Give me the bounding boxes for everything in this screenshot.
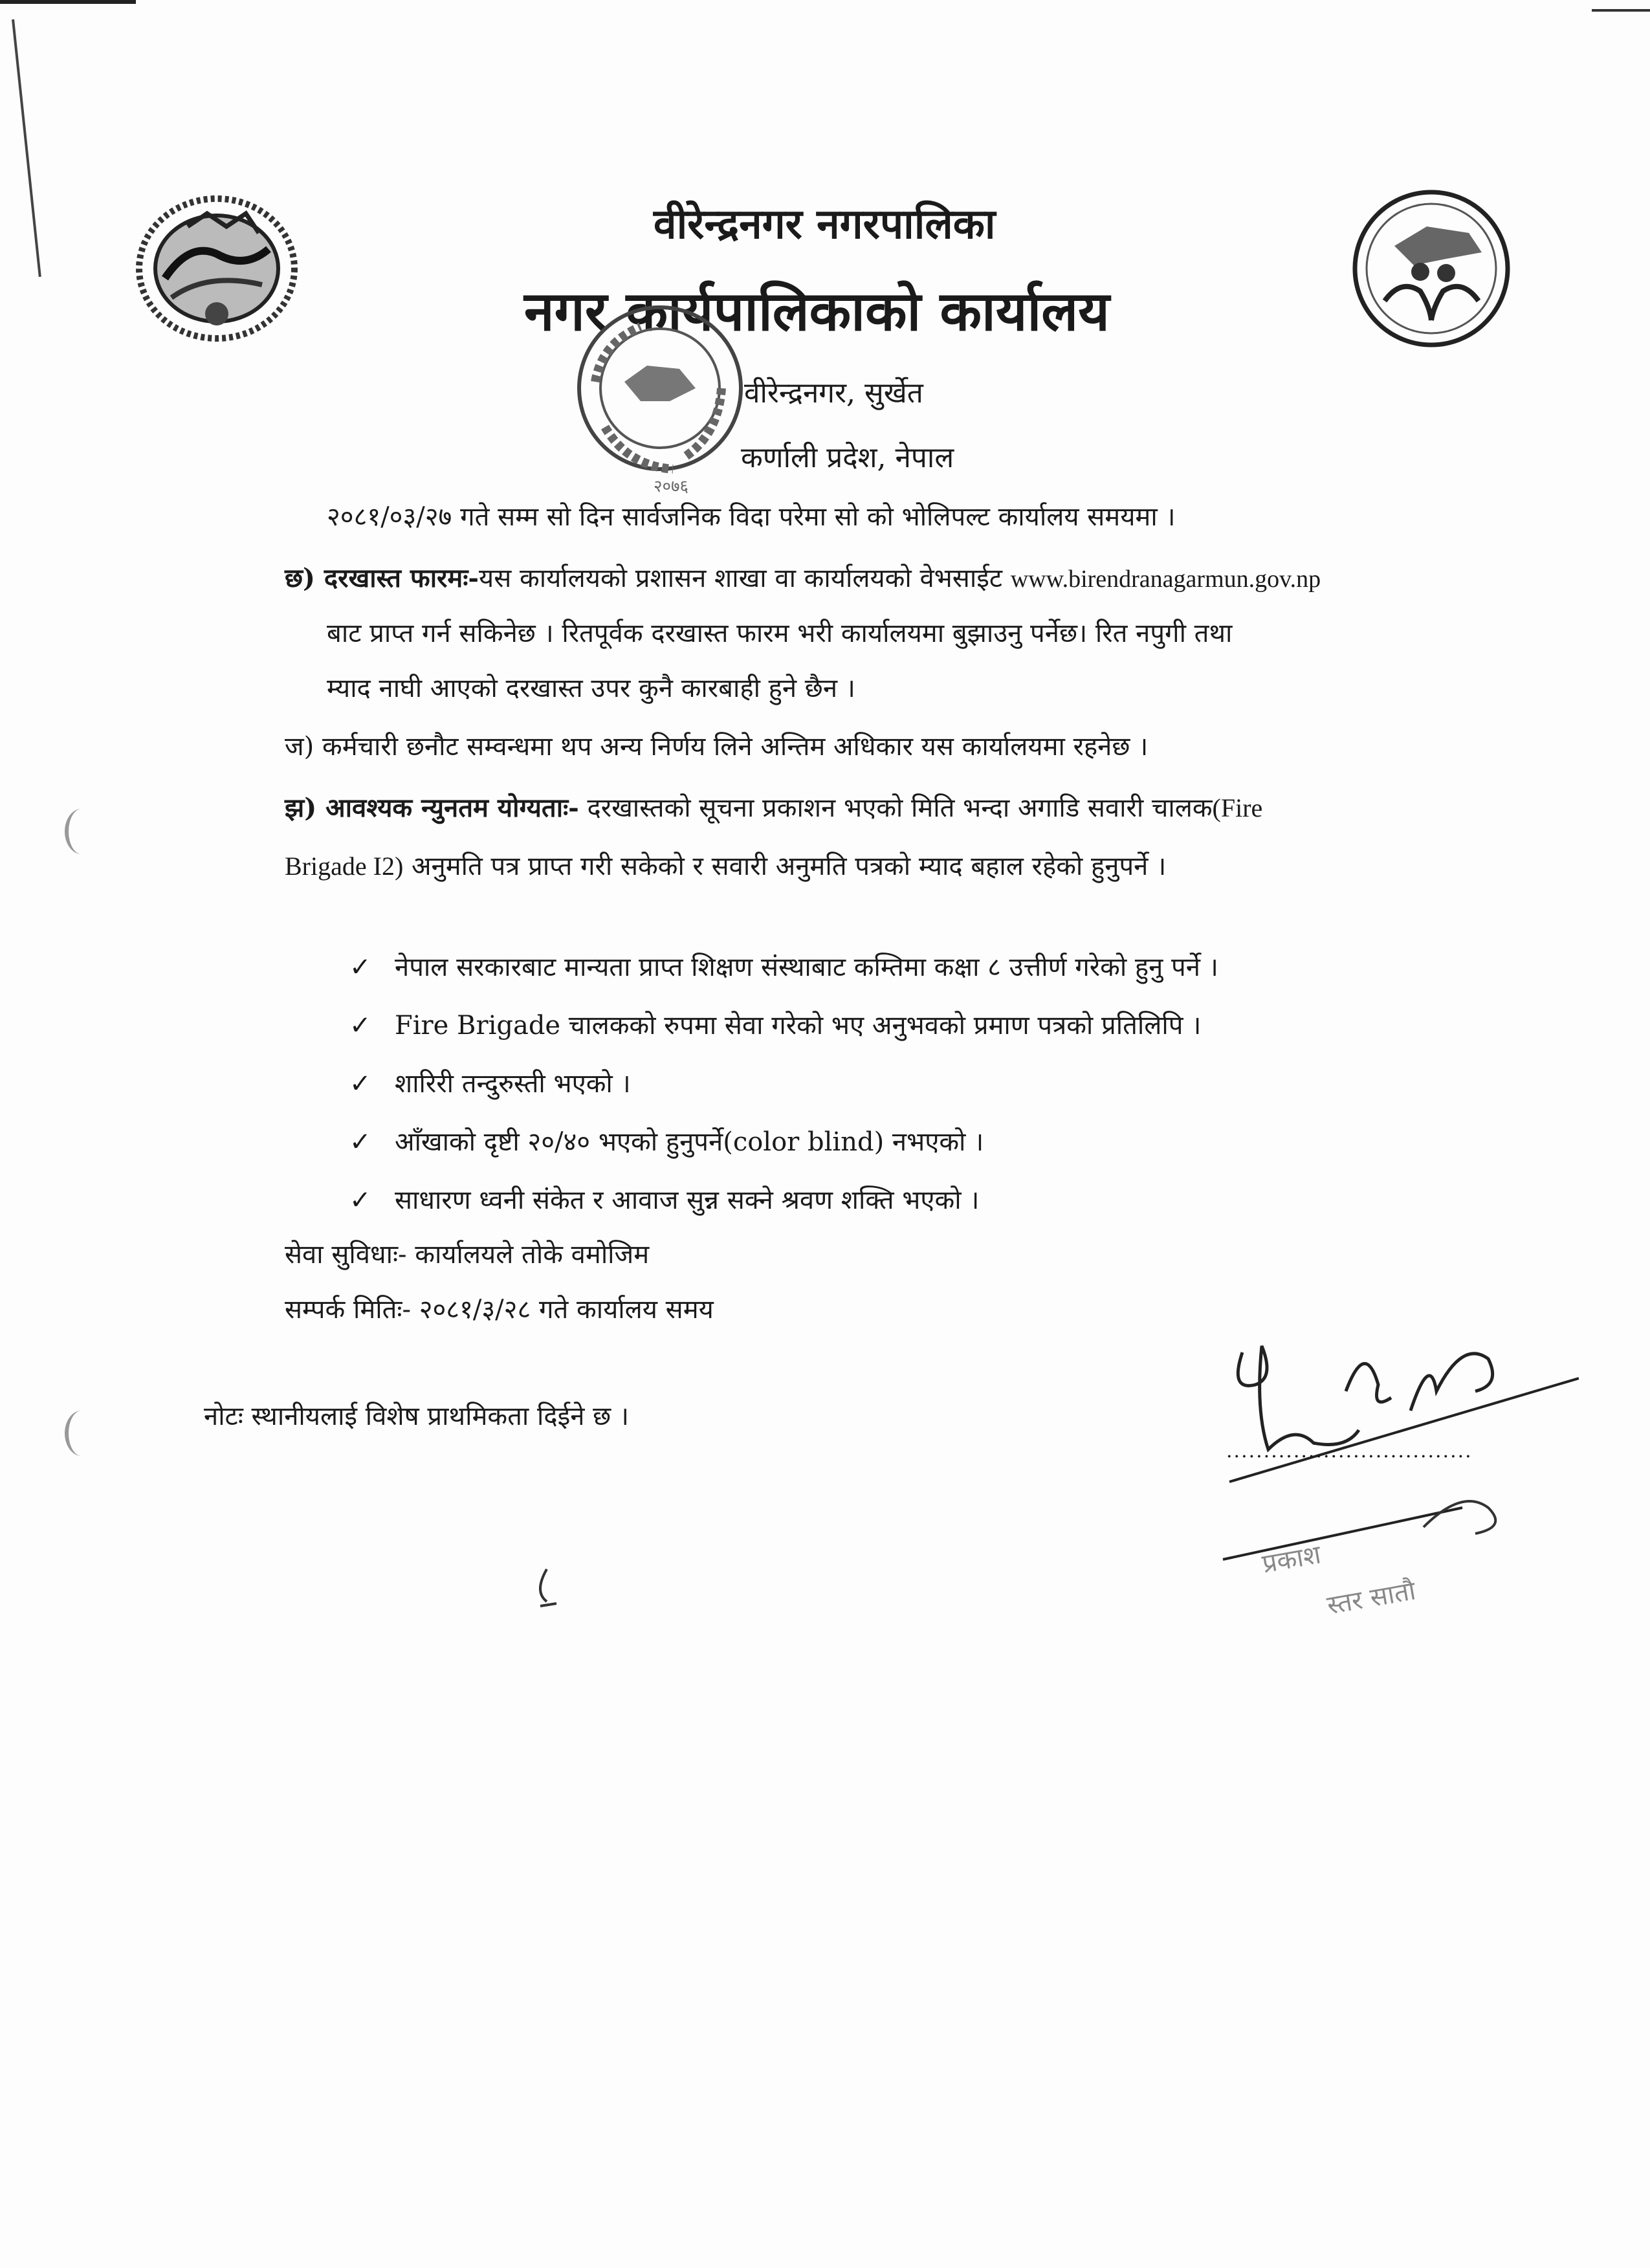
office-title: नगर कार्यपालिकाको कार्यालय xyxy=(524,279,1110,343)
svg-text:२०७६: २०७६ xyxy=(654,477,689,496)
checkmark-icon: ✓ xyxy=(349,1185,371,1215)
name-stamp-line2: स्तर सातौ xyxy=(1325,1576,1418,1621)
service-facility: सेवा सुविधाः- कार्यालयले तोके वमोजिम xyxy=(285,1240,650,1270)
deadline-line: २०८१/०३/२७ गते सम्म सो दिन सार्वजनिक विदा परेमा सो को भोलिपल्ट कार्यालय समयमा । xyxy=(327,502,1176,532)
list-item: ✓ साधारण ध्वनी संकेत र आवाज सुन्न सक्ने श्रवण शक्ति भएको । xyxy=(349,1185,980,1215)
item-text: यस कार्यालयको प्रशासन शाखा वा कार्यालयको वेभसाईट xyxy=(479,564,1002,593)
item-label: झ) आवश्यक न्युनतम योग्यताः- xyxy=(285,793,579,823)
punch-hole xyxy=(65,809,98,854)
checkmark-icon: ✓ xyxy=(349,1127,371,1157)
application-form-item xyxy=(285,563,1321,595)
list-item: ✓ शारिरी तन्दुरुस्ती भएको । xyxy=(349,1069,631,1099)
note: नोटः स्थानीयलाई विशेष प्राथमिकता दिईने छ । xyxy=(204,1402,630,1431)
scan-edge xyxy=(0,0,136,4)
list-item: ✓ Fire Brigade चालकको रुपमा सेवा गरेको भए अनुभवको प्रमाण पत्रको प्रतिलिपि । xyxy=(349,1011,1202,1040)
checkmark-icon: ✓ xyxy=(349,1069,371,1099)
punch-hole xyxy=(65,1411,98,1456)
list-item: ✓ नेपाल सरकारबाट मान्यता प्राप्त शिक्षण संस्थाबाट कम्तिमा कक्षा ८ उत्तीर्ण गरेको हुनु पर्ने । xyxy=(349,952,1218,982)
office-stamp-icon xyxy=(556,304,764,498)
item-text: दरखास्तको सूचना प्रकाशन भएको मिति भन्दा अगाडि सवारी चालक xyxy=(587,793,1213,823)
checkmark-icon: ✓ xyxy=(349,1011,371,1040)
item-label: छ) दरखास्त फारमः- xyxy=(285,563,479,593)
address-city: वीरेन्द्रनगर, सुर्खेत xyxy=(744,377,923,410)
final-authority-item: ज) कर्मचारी छनौट सम्वन्धमा थप अन्य निर्णय लिने अन्तिम अधिकार यस कार्यालयमा रहनेछ । xyxy=(285,732,1149,762)
contact-date: सम्पर्क मितिः- २०८१/३/२८ गते कार्यालय समय xyxy=(285,1295,714,1325)
name-stamp-line1: प्रकाश xyxy=(1260,1539,1323,1580)
scan-edge xyxy=(12,19,41,277)
application-form-line2: बाट प्राप्त गर्न सकिनेछ । रितपूर्वक दरखास्त फारम भरी कार्यालयमा बुझाउनु पर्नेछ। रित नपुगी तथा xyxy=(327,619,1233,648)
address-province: कर्णाली प्रदेश, नेपाल xyxy=(741,441,954,474)
list-item: ✓ आँखाको दृष्टी २०/४० भएको हुनुपर्ने(color blind) नभएको । xyxy=(349,1127,984,1157)
minimum-qualification-line2 xyxy=(285,851,1166,882)
item-text-latin: Brigade I2) xyxy=(285,852,404,881)
municipality-logo-icon xyxy=(1349,188,1514,349)
municipality-name: वीरेन्द्रनगर नगरपालिका xyxy=(654,200,996,248)
ink-mark-icon xyxy=(527,1566,566,1611)
nepal-emblem-icon xyxy=(129,188,304,349)
application-form-line3: म्याद नाघी आएको दरखास्त उपर कुनै कारबाही हुने छैन । xyxy=(327,674,855,703)
checkmark-icon: ✓ xyxy=(349,952,371,982)
item-text: अनुमति पत्र प्राप्त गरी सकेको र सवारी अनुमति पत्रको म्याद बहाल रहेको हुनुपर्ने । xyxy=(411,852,1167,881)
scan-edge xyxy=(1592,9,1650,12)
signature-line: ................................. xyxy=(1226,1440,1473,1462)
website-link[interactable]: www.birendranagarmun.gov.np xyxy=(1010,566,1321,593)
item-text-latin: (Fire xyxy=(1212,793,1263,822)
minimum-qualification-item xyxy=(285,793,1262,824)
